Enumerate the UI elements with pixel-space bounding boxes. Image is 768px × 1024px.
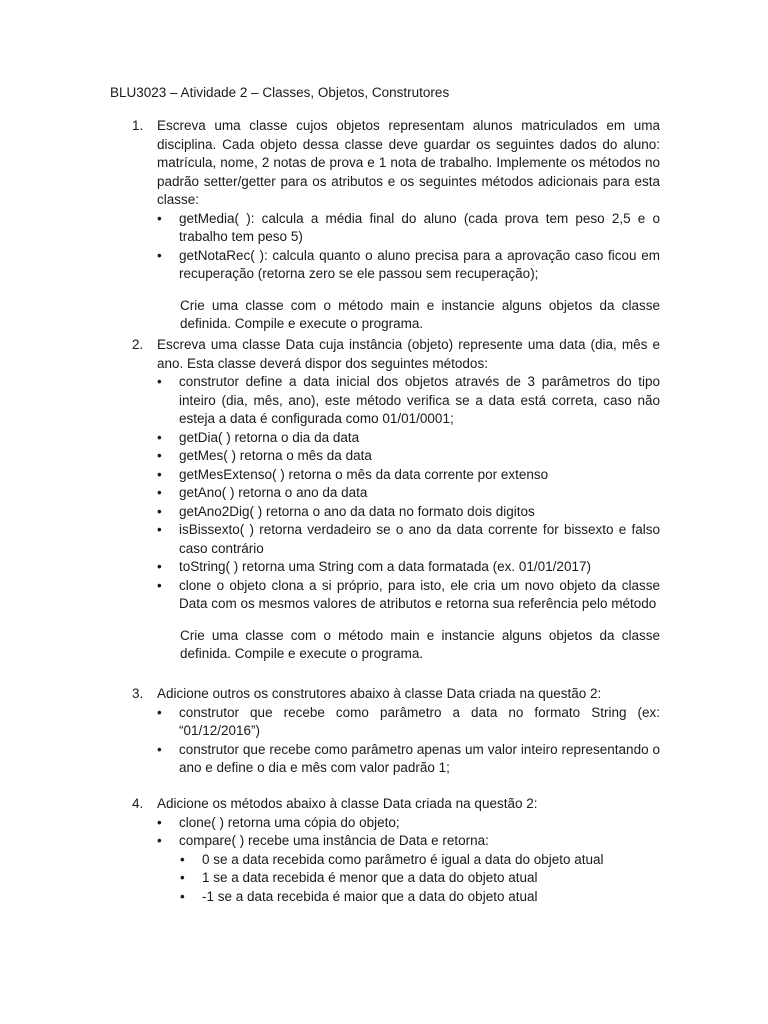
list-item: • toString( ) retorna uma String com a data formatada (ex. 01/01/2017) bbox=[157, 558, 660, 577]
document-title: BLU3023 – Atividade 2 – Classes, Objetos, Construtores bbox=[110, 85, 450, 100]
list-item: • isBissexto( ) retorna verdadeiro se o ano da data corrente for bissexto e falso caso contrário bbox=[157, 521, 660, 558]
bullet-list bbox=[157, 373, 660, 614]
question-number: 1. bbox=[132, 118, 144, 133]
bullet-list bbox=[157, 704, 660, 778]
question-number: 4. bbox=[132, 796, 144, 811]
bullet-list bbox=[157, 210, 660, 284]
bullet-list bbox=[157, 814, 660, 851]
question-text: Adicione os métodos abaixo à classe Data criada na questão 2: bbox=[157, 796, 538, 811]
list-item: • getDia( ) retorna o dia da data bbox=[157, 429, 660, 448]
instruction-text: Crie uma classe com o método main e instancie alguns objetos da classe definida. Compile e execute o programa. bbox=[180, 627, 660, 661]
list-item: • getMesExtenso( ) retorna o mês da data corrente por extenso bbox=[157, 466, 660, 485]
question-2 bbox=[110, 336, 660, 664]
list-item: • construtor que recebe como parâmetro apenas um valor inteiro representando o ano e define o dia e mês com valor padrão 1; bbox=[157, 741, 660, 778]
list-item: • getNotaRec( ): calcula quanto o aluno precisa para a aprovação caso ficou em recuperação (retorna zero se ele passou sem recuperação); bbox=[157, 247, 660, 284]
sub-bullet-list bbox=[180, 851, 660, 907]
question-number: 2. bbox=[132, 337, 144, 352]
question-text: Escreva uma classe cujos objetos representam alunos matriculados em uma disciplina. Cada objeto dessa classe deve guardar os seguintes dados do aluno: matrícula, nome, 2 notas de prova e 1 nota de trabalho. Implemente os métodos no padrão setter/getter para os atributos e os seguintes métodos adicionais para esta classe: bbox=[157, 118, 660, 207]
question-text: Adicione outros os construtores abaixo à classe Data criada na questão 2: bbox=[157, 686, 602, 701]
list-item: • -1 se a data recebida é maior que a data do objeto atual bbox=[180, 888, 660, 907]
list-item: • construtor que recebe como parâmetro a data no formato String (ex: “01/12/2016”) bbox=[157, 704, 660, 741]
question-4 bbox=[110, 795, 660, 906]
list-item: • construtor define a data inicial dos objetos através de 3 parâmetros do tipo inteiro (dia, mês, ano), este método verifica se a data está correta, caso não esteja a data é configurada como 01/01/0001; bbox=[157, 373, 660, 429]
list-item: • 0 se a data recebida como parâmetro é igual a data do objeto atual bbox=[180, 851, 660, 870]
list-item: • clone( ) retorna uma cópia do objeto; bbox=[157, 814, 660, 833]
list-item: • compare( ) recebe uma instância de Data e retorna: bbox=[157, 832, 660, 851]
instruction-text: Crie uma classe com o método main e instancie alguns objetos da classe definida. Compile e execute o programa. bbox=[180, 297, 660, 331]
list-item: • getMes( ) retorna o mês da data bbox=[157, 447, 660, 466]
question-1 bbox=[110, 117, 660, 334]
list-item: • getAno( ) retorna o ano da data bbox=[157, 484, 660, 503]
question-number: 3. bbox=[132, 686, 144, 701]
list-item: • getMedia( ): calcula a média final do aluno (cada prova tem peso 2,5 e o trabalho tem peso 5) bbox=[157, 210, 660, 247]
list-item: • clone o objeto clona a si próprio, para isto, ele cria um novo objeto da classe Data com os mesmos valores de atributos e retorna sua referência pelo método bbox=[157, 577, 660, 614]
question-text: Escreva uma classe Data cuja instância (objeto) represente uma data (dia, mês e ano. Esta classe deverá dispor dos seguintes métodos: bbox=[157, 337, 660, 371]
question-3 bbox=[110, 685, 660, 778]
list-item: • getAno2Dig( ) retorna o ano da data no formato dois digitos bbox=[157, 503, 660, 522]
list-item: • 1 se a data recebida é menor que a data do objeto atual bbox=[180, 869, 660, 888]
